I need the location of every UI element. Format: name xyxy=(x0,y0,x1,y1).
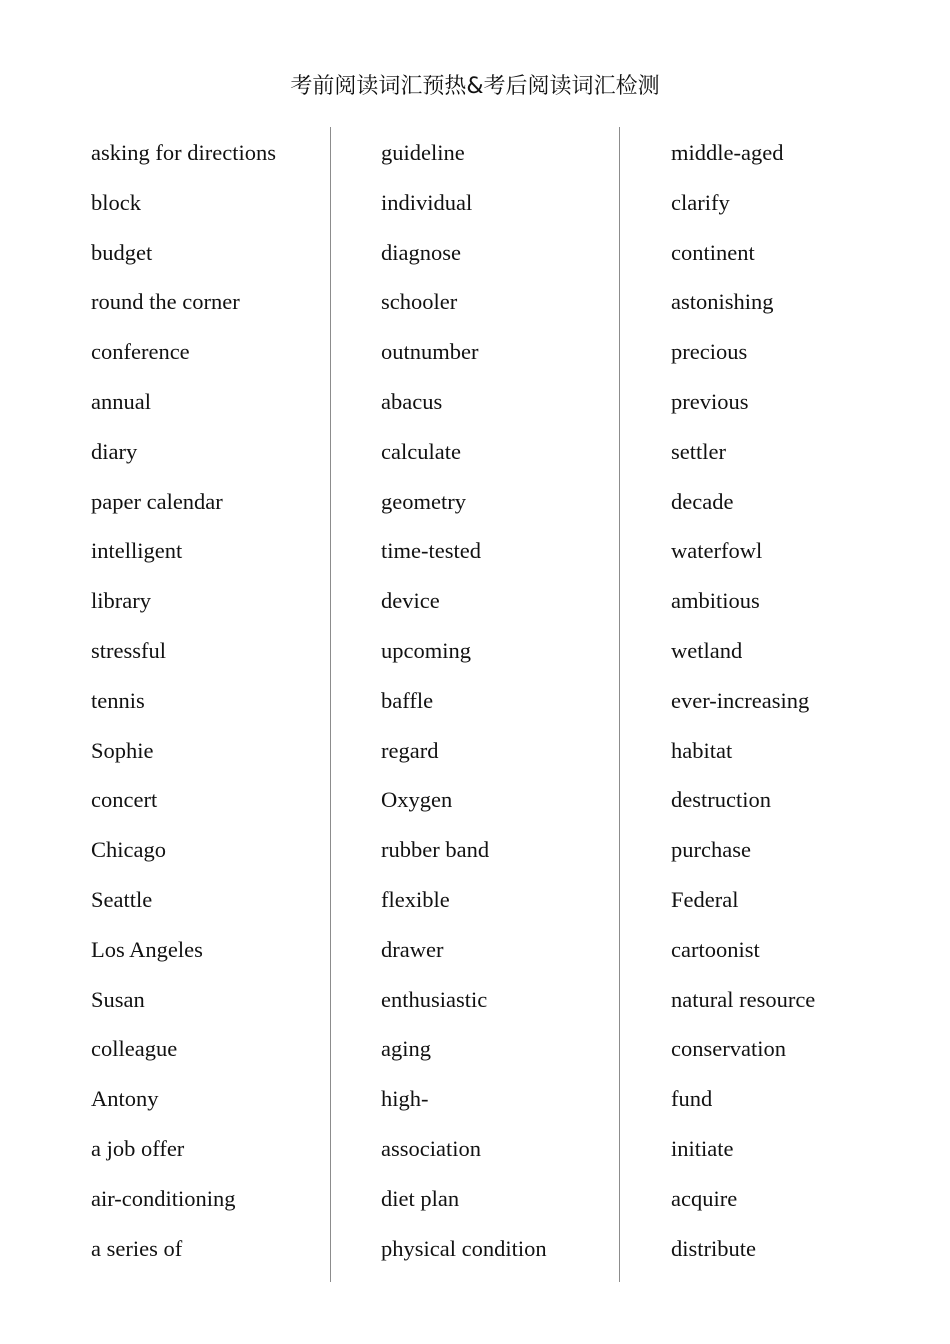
vocab-word: stressful xyxy=(91,637,166,663)
vocab-word: wetland xyxy=(671,637,743,663)
vocab-word: block xyxy=(91,189,141,215)
vocab-word: regard xyxy=(381,737,439,763)
vocab-word: baffle xyxy=(381,687,434,713)
vocab-word: annual xyxy=(91,388,151,414)
vocab-word: library xyxy=(91,588,151,614)
vocab-word: Seattle xyxy=(91,886,153,912)
vocab-word: flexible xyxy=(381,886,450,912)
vocab-word: Federal xyxy=(671,886,739,912)
vocab-word: calculate xyxy=(381,438,461,464)
vocab-word: asking for directions xyxy=(91,140,276,165)
page-title: 考前阅读词汇预热&考后阅读词汇检测 xyxy=(290,74,660,99)
vocab-word: Antony xyxy=(91,1086,159,1112)
vocab-word: clarify xyxy=(671,189,730,215)
vocab-word: geometry xyxy=(381,488,466,514)
vocab-word: astonishing xyxy=(671,289,774,315)
column-divider-1 xyxy=(330,127,331,1282)
vocab-word: purchase xyxy=(671,837,751,863)
vocab-word: natural resource xyxy=(671,986,816,1012)
vocab-word: Oxygen xyxy=(381,787,453,813)
vocab-word: fund xyxy=(671,1086,713,1112)
word-column-1 xyxy=(91,138,276,1283)
vocab-word: conservation xyxy=(671,1036,786,1062)
vocab-word: colleague xyxy=(91,1036,178,1062)
vocab-word: a series of xyxy=(91,1235,183,1261)
vocab-word: diet plan xyxy=(381,1185,460,1211)
vocab-word: high- xyxy=(381,1086,429,1112)
vocab-word: concert xyxy=(91,787,158,813)
vocab-word: cartoonist xyxy=(671,936,760,962)
vocab-word: tennis xyxy=(91,687,145,713)
vocab-word: enthusiastic xyxy=(381,986,488,1012)
vocab-word: initiate xyxy=(671,1135,734,1161)
vocab-word: round the corner xyxy=(91,289,240,315)
vocab-word: budget xyxy=(91,239,153,265)
vocab-word: Sophie xyxy=(91,737,154,763)
vocab-word: conference xyxy=(91,339,190,365)
vocab-word: middle-aged xyxy=(671,140,784,165)
word-column-2 xyxy=(381,138,547,1283)
vocab-word: guideline xyxy=(381,140,465,165)
vocab-word: drawer xyxy=(381,936,444,962)
word-column-3 xyxy=(671,138,815,1283)
vocab-word: diagnose xyxy=(381,239,461,265)
vocab-word: destruction xyxy=(671,787,771,813)
vocab-word: ever-increasing xyxy=(671,687,810,713)
vocab-word: decade xyxy=(671,488,734,514)
vocab-word: continent xyxy=(671,239,755,265)
vocab-word: habitat xyxy=(671,737,733,763)
vocab-word: time-tested xyxy=(381,538,481,564)
vocab-word: paper calendar xyxy=(91,488,223,514)
vocab-word: individual xyxy=(381,189,473,215)
vocab-word: acquire xyxy=(671,1185,738,1211)
vocab-word: air-conditioning xyxy=(91,1185,236,1211)
vocab-word: Chicago xyxy=(91,837,166,863)
vocab-word: physical condition xyxy=(381,1235,547,1261)
vocab-word: schooler xyxy=(381,289,458,315)
vocab-word: precious xyxy=(671,339,748,365)
vocab-word: ambitious xyxy=(671,588,760,614)
vocab-word: outnumber xyxy=(381,339,479,365)
vocab-word: diary xyxy=(91,438,138,464)
vocab-word: waterfowl xyxy=(671,538,763,564)
vocab-word: Susan xyxy=(91,986,145,1012)
vocab-word: upcoming xyxy=(381,637,471,663)
vocab-word: settler xyxy=(671,438,726,464)
vocab-word: a job offer xyxy=(91,1135,185,1161)
vocab-word: previous xyxy=(671,388,749,414)
vocab-word: abacus xyxy=(381,388,443,414)
vocab-word: aging xyxy=(381,1036,431,1062)
column-divider-2 xyxy=(619,127,620,1282)
vocab-word: association xyxy=(381,1135,481,1161)
vocab-word: rubber band xyxy=(381,837,490,863)
vocab-word: intelligent xyxy=(91,538,183,564)
vocab-word: distribute xyxy=(671,1235,756,1261)
vocab-word: device xyxy=(381,588,440,614)
vocab-word: Los Angeles xyxy=(91,936,203,962)
